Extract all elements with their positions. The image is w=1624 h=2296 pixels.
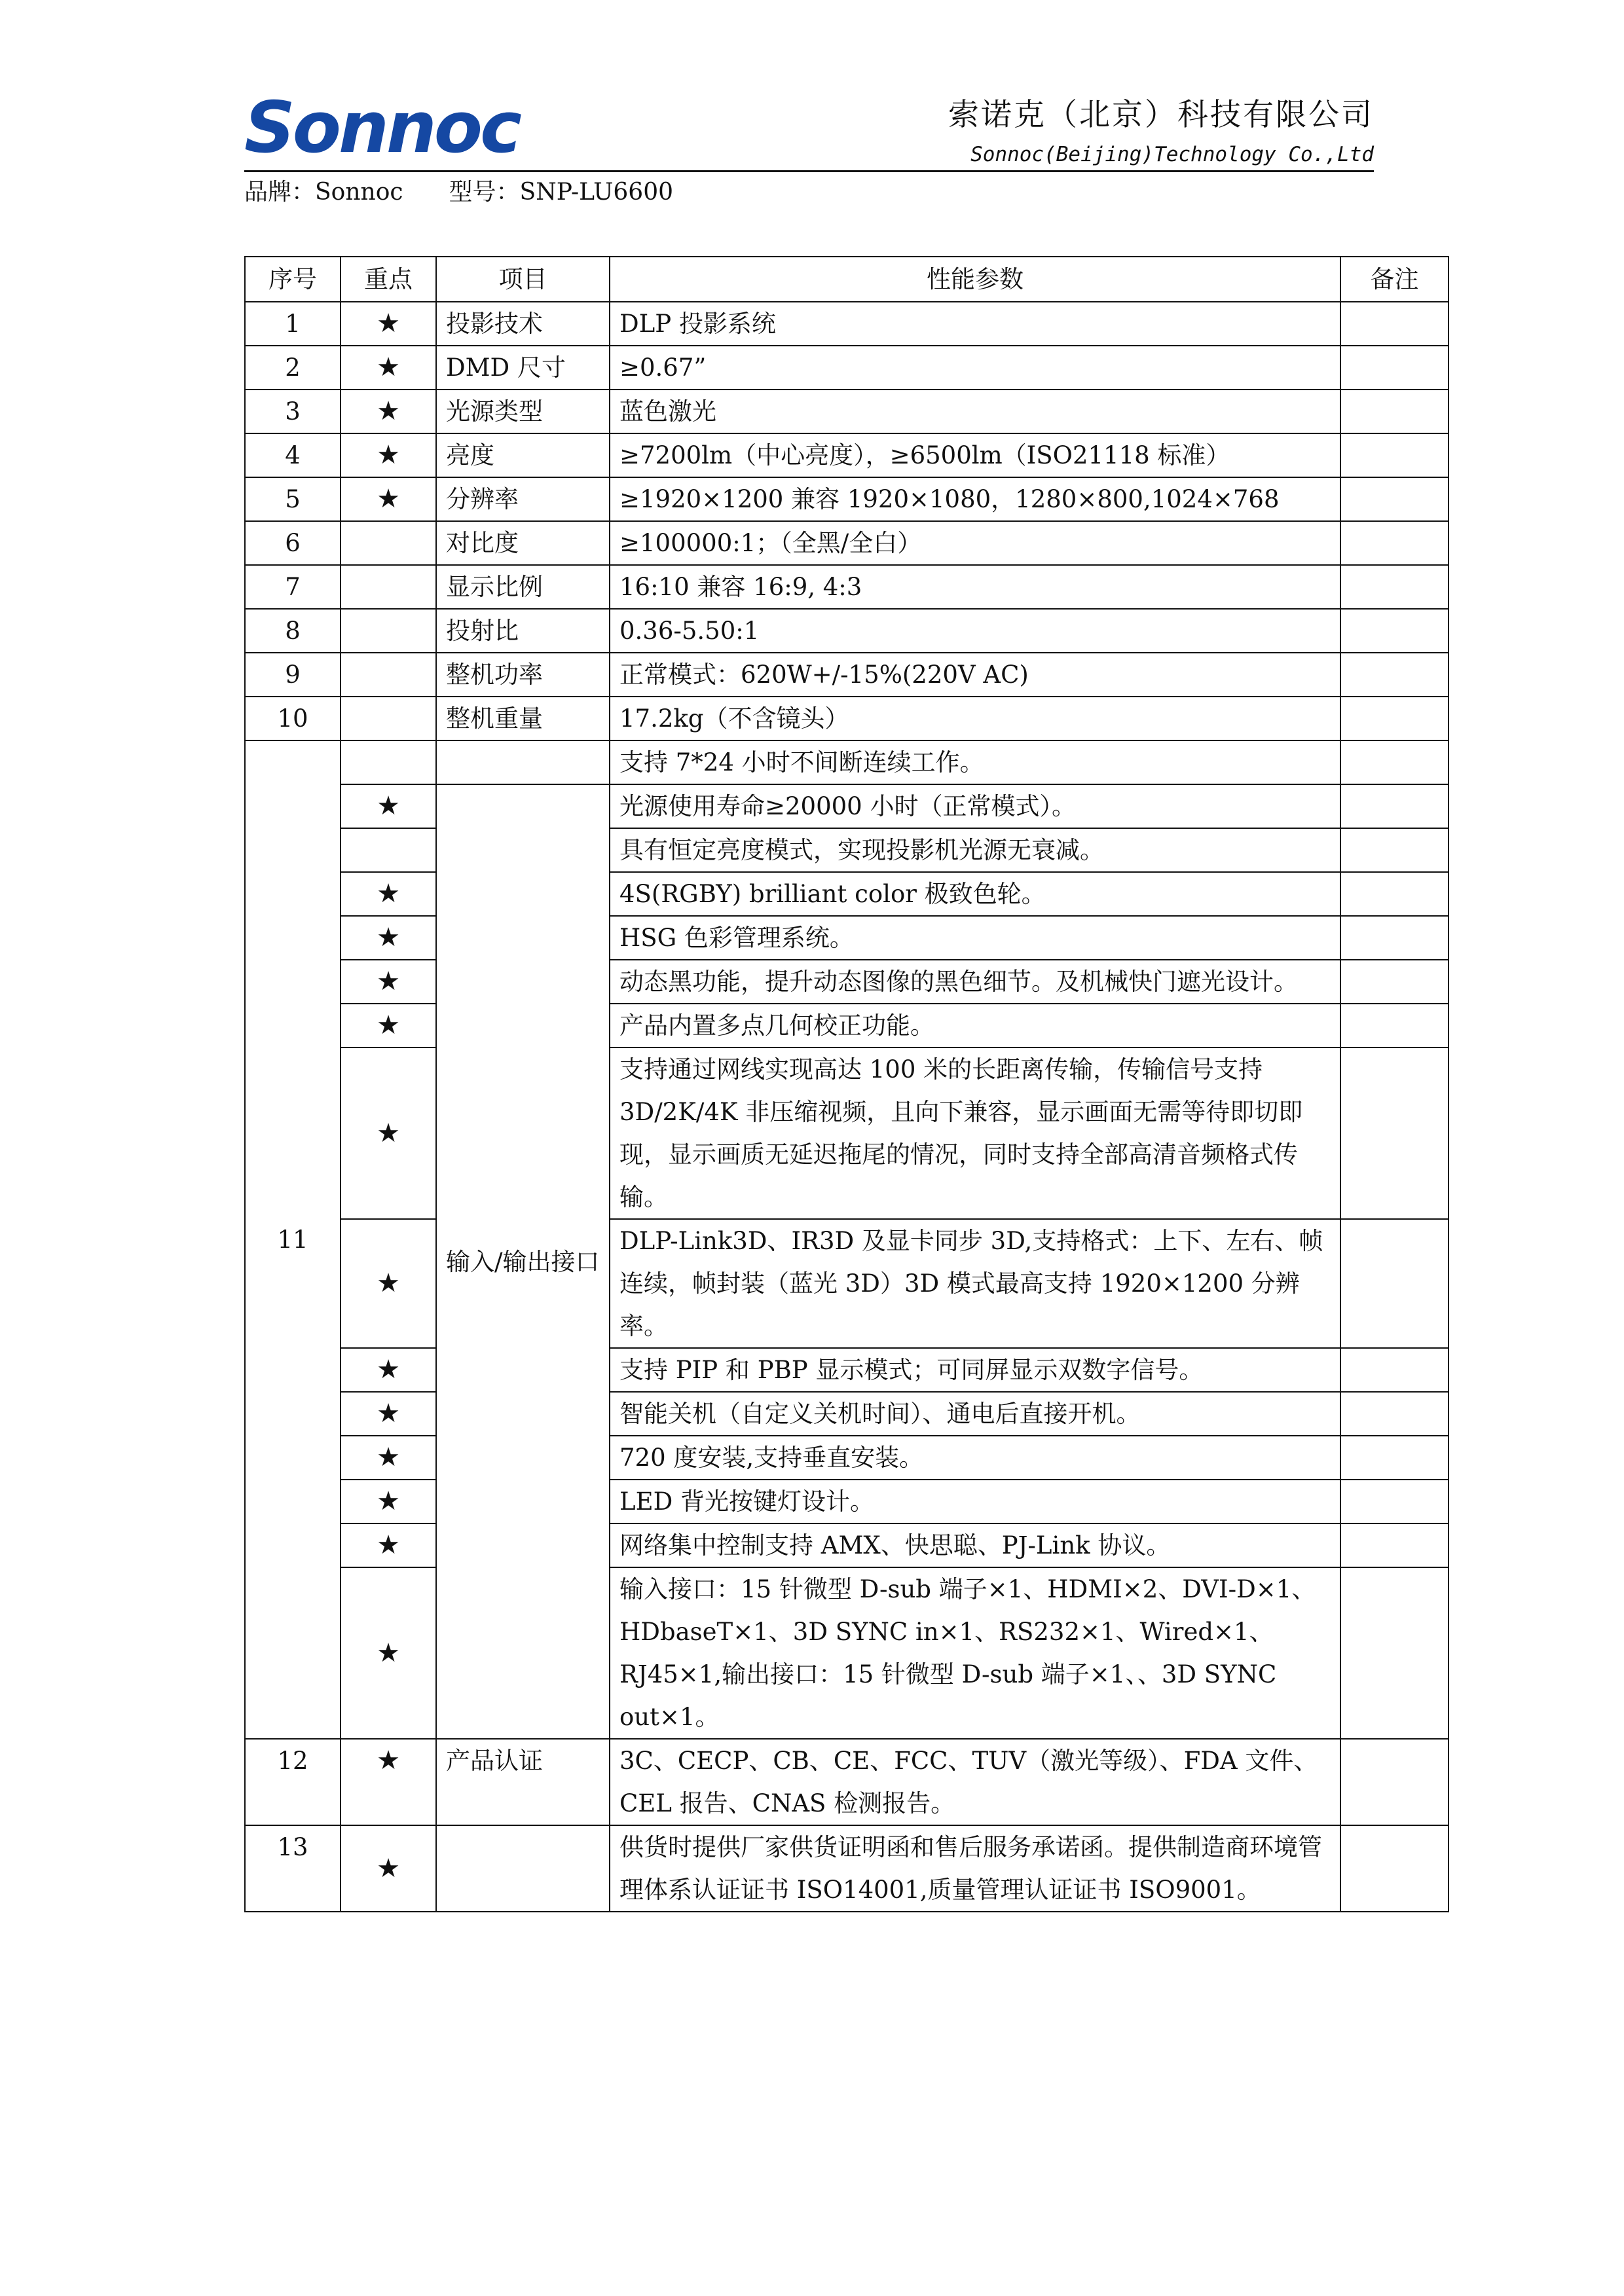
row-remark <box>1340 609 1449 653</box>
table-row <box>245 1739 1449 1825</box>
row-no: 9 <box>245 653 341 697</box>
row-no: 6 <box>245 521 341 565</box>
row-key-empty <box>341 653 436 697</box>
row-spec: 支持通过网线实现高达 100 米的长距离传输，传输信号支持 3D/2K/4K 非压缩视频，且向下兼容，显示画面无需等待即切即现，显示画质无延迟拖尾的情况，同时支持全部高清音频格式传输。 <box>610 1048 1340 1219</box>
key-star: ★ <box>341 916 436 960</box>
row-remark <box>1340 740 1449 784</box>
key-star: ★ <box>341 433 436 477</box>
row-spec: 产品内置多点几何校正功能。 <box>610 1004 1340 1048</box>
table-row <box>245 1392 1449 1436</box>
row-remark <box>1340 916 1449 960</box>
row-remark <box>1340 433 1449 477</box>
row-key-empty <box>341 521 436 565</box>
row-item-empty <box>436 1825 610 1912</box>
brand-label: 品牌：Sonnoc <box>244 179 403 206</box>
row-spec: ≥7200lm（中心亮度），≥6500lm（ISO21118 标准） <box>610 433 1340 477</box>
table-row <box>245 784 1449 828</box>
table-row <box>245 433 1449 477</box>
row-remark <box>1340 390 1449 433</box>
row-remark <box>1340 784 1449 828</box>
row-spec: 支持 PIP 和 PBP 显示模式；可同屏显示双数字信号。 <box>610 1348 1340 1392</box>
table-row <box>245 1523 1449 1567</box>
row-item: 对比度 <box>436 521 610 565</box>
key-star: ★ <box>341 1567 436 1739</box>
row-remark <box>1340 1348 1449 1392</box>
row-no: 4 <box>245 433 341 477</box>
key-star: ★ <box>341 1480 436 1523</box>
table-row <box>245 521 1449 565</box>
table-row <box>245 1048 1449 1219</box>
table-row <box>245 1348 1449 1392</box>
row-remark <box>1340 697 1449 740</box>
table-row <box>245 828 1449 872</box>
row-remark <box>1340 521 1449 565</box>
row-spec: 0.36-5.50:1 <box>610 609 1340 653</box>
row-remark <box>1340 1048 1449 1219</box>
company-name-en: Sonnoc(Beijing)Technology Co.,Ltd <box>970 143 1374 166</box>
row-remark <box>1340 1739 1449 1825</box>
row-spec: 具有恒定亮度模式，实现投影机光源无衰减。 <box>610 828 1340 872</box>
row-spec: 智能关机（自定义关机时间）、通电后直接开机。 <box>610 1392 1340 1436</box>
row-remark <box>1340 1825 1449 1912</box>
key-star: ★ <box>341 1436 436 1480</box>
key-star: ★ <box>341 872 436 916</box>
row-spec: DLP-Link3D、IR3D 及显卡同步 3D,支持格式：上下、左右、帧连续，帧封装（蓝光 3D）3D 模式最高支持 1920×1200 分辨率。 <box>610 1219 1340 1348</box>
table-row <box>245 1436 1449 1480</box>
header-remark: 备注 <box>1340 257 1449 302</box>
header-key: 重点 <box>341 257 436 302</box>
row-spec: 4S(RGBY) brilliant color 极致色轮。 <box>610 872 1340 916</box>
row-remark <box>1340 1436 1449 1480</box>
row-no: 11 <box>245 740 341 1739</box>
key-star: ★ <box>341 1523 436 1567</box>
row-item: 产品认证 <box>436 1739 610 1825</box>
row-spec: 蓝色激光 <box>610 390 1340 433</box>
header-divider <box>244 170 1374 172</box>
row-remark <box>1340 477 1449 521</box>
row-remark <box>1340 1392 1449 1436</box>
spec-table <box>244 256 1449 1912</box>
header-item: 项目 <box>436 257 610 302</box>
row-item: 显示比例 <box>436 565 610 609</box>
key-star: ★ <box>341 1825 436 1912</box>
row-item-empty <box>436 740 610 784</box>
row-no: 12 <box>245 1739 341 1825</box>
table-header-row <box>245 257 1449 302</box>
table-row <box>245 1219 1449 1348</box>
row-no: 7 <box>245 565 341 609</box>
row-no: 2 <box>245 346 341 390</box>
row-remark <box>1340 1567 1449 1739</box>
row-spec: ≥100000:1；（全黑/全白） <box>610 521 1340 565</box>
row-spec: 17.2kg（不含镜头） <box>610 697 1340 740</box>
table-row <box>245 960 1449 1004</box>
key-star: ★ <box>341 1739 436 1825</box>
row-remark <box>1340 302 1449 346</box>
row-spec: 720 度安装,支持垂直安装。 <box>610 1436 1340 1480</box>
row-key-empty <box>341 609 436 653</box>
row-key-empty <box>341 828 436 872</box>
row-no: 1 <box>245 302 341 346</box>
row-remark <box>1340 653 1449 697</box>
row-no: 10 <box>245 697 341 740</box>
page-header <box>244 84 1374 172</box>
company-logo: Sonnoc <box>244 87 519 169</box>
key-star: ★ <box>341 346 436 390</box>
row-spec: ≥1920×1200 兼容 1920×1080，1280×800,1024×768 <box>610 477 1340 521</box>
row-spec: LED 背光按键灯设计。 <box>610 1480 1340 1523</box>
row-item: 整机功率 <box>436 653 610 697</box>
table-row <box>245 1825 1449 1912</box>
row-remark <box>1340 565 1449 609</box>
row-key-empty <box>341 565 436 609</box>
model-label: 型号：SNP-LU6600 <box>449 179 674 206</box>
row-spec: 输入接口：15 针微型 D-sub 端子×1、HDMI×2、DVI-D×1、HDbaseT×1、3D SYNC in×1、RS232×1、Wired×1、RJ45×1,输出接口：15 针微型 D-sub 端子×1、、3D SYNC out×1。 <box>610 1567 1340 1739</box>
row-spec: HSG 色彩管理系统。 <box>610 916 1340 960</box>
key-star: ★ <box>341 1048 436 1219</box>
row-spec: 3C、CECP、CB、CE、FCC、TUV（激光等级）、FDA 文件、CEL 报告、CNAS 检测报告。 <box>610 1739 1340 1825</box>
row-item: 投影技术 <box>436 302 610 346</box>
table-row <box>245 740 1449 784</box>
company-name-cn: 索诺克（北京）科技有限公司 <box>948 97 1374 133</box>
key-star: ★ <box>341 1219 436 1348</box>
row-no: 5 <box>245 477 341 521</box>
key-star: ★ <box>341 1004 436 1048</box>
table-row <box>245 609 1449 653</box>
key-star: ★ <box>341 1348 436 1392</box>
row-item: 输入/输出接口 <box>436 784 610 1739</box>
key-star: ★ <box>341 302 436 346</box>
row-item: 分辨率 <box>436 477 610 521</box>
table-row <box>245 697 1449 740</box>
row-item: 光源类型 <box>436 390 610 433</box>
row-spec: 光源使用寿命≥20000 小时（正常模式）。 <box>610 784 1340 828</box>
row-no: 8 <box>245 609 341 653</box>
row-spec: 正常模式：620W+/-15%(220V AC) <box>610 653 1340 697</box>
row-item: 投射比 <box>436 609 610 653</box>
row-remark <box>1340 960 1449 1004</box>
row-key-empty <box>341 697 436 740</box>
table-row <box>245 653 1449 697</box>
row-key-empty <box>341 740 436 784</box>
header-spec: 性能参数 <box>610 257 1340 302</box>
row-spec: 供货时提供厂家供货证明函和售后服务承诺函。提供制造商环境管理体系认证证书 ISO14001,质量管理认证证书 ISO9001。 <box>610 1825 1340 1912</box>
row-remark <box>1340 1523 1449 1567</box>
key-star: ★ <box>341 477 436 521</box>
brand-model-line <box>244 177 673 208</box>
row-remark <box>1340 828 1449 872</box>
table-row <box>245 1004 1449 1048</box>
row-spec: 网络集中控制支持 AMX、快思聪、PJ-Link 协议。 <box>610 1523 1340 1567</box>
row-spec: DLP 投影系统 <box>610 302 1340 346</box>
row-item: 亮度 <box>436 433 610 477</box>
table-row <box>245 346 1449 390</box>
row-remark <box>1340 346 1449 390</box>
table-row <box>245 390 1449 433</box>
key-star: ★ <box>341 1392 436 1436</box>
row-item: 整机重量 <box>436 697 610 740</box>
row-spec: ≥0.67” <box>610 346 1340 390</box>
row-item: DMD 尺寸 <box>436 346 610 390</box>
row-no: 3 <box>245 390 341 433</box>
table-row <box>245 872 1449 916</box>
row-no: 13 <box>245 1825 341 1912</box>
table-row <box>245 302 1449 346</box>
row-spec: 动态黑功能，提升动态图像的黑色细节。及机械快门遮光设计。 <box>610 960 1340 1004</box>
table-row <box>245 1567 1449 1739</box>
header-no: 序号 <box>245 257 341 302</box>
row-remark <box>1340 1004 1449 1048</box>
row-spec: 16:10 兼容 16:9, 4:3 <box>610 565 1340 609</box>
table-row <box>245 1480 1449 1523</box>
row-spec: 支持 7*24 小时不间断连续工作。 <box>610 740 1340 784</box>
key-star: ★ <box>341 784 436 828</box>
table-row <box>245 565 1449 609</box>
table-row <box>245 916 1449 960</box>
row-remark <box>1340 872 1449 916</box>
table-row <box>245 477 1449 521</box>
key-star: ★ <box>341 960 436 1004</box>
row-remark <box>1340 1480 1449 1523</box>
key-star: ★ <box>341 390 436 433</box>
row-remark <box>1340 1219 1449 1348</box>
